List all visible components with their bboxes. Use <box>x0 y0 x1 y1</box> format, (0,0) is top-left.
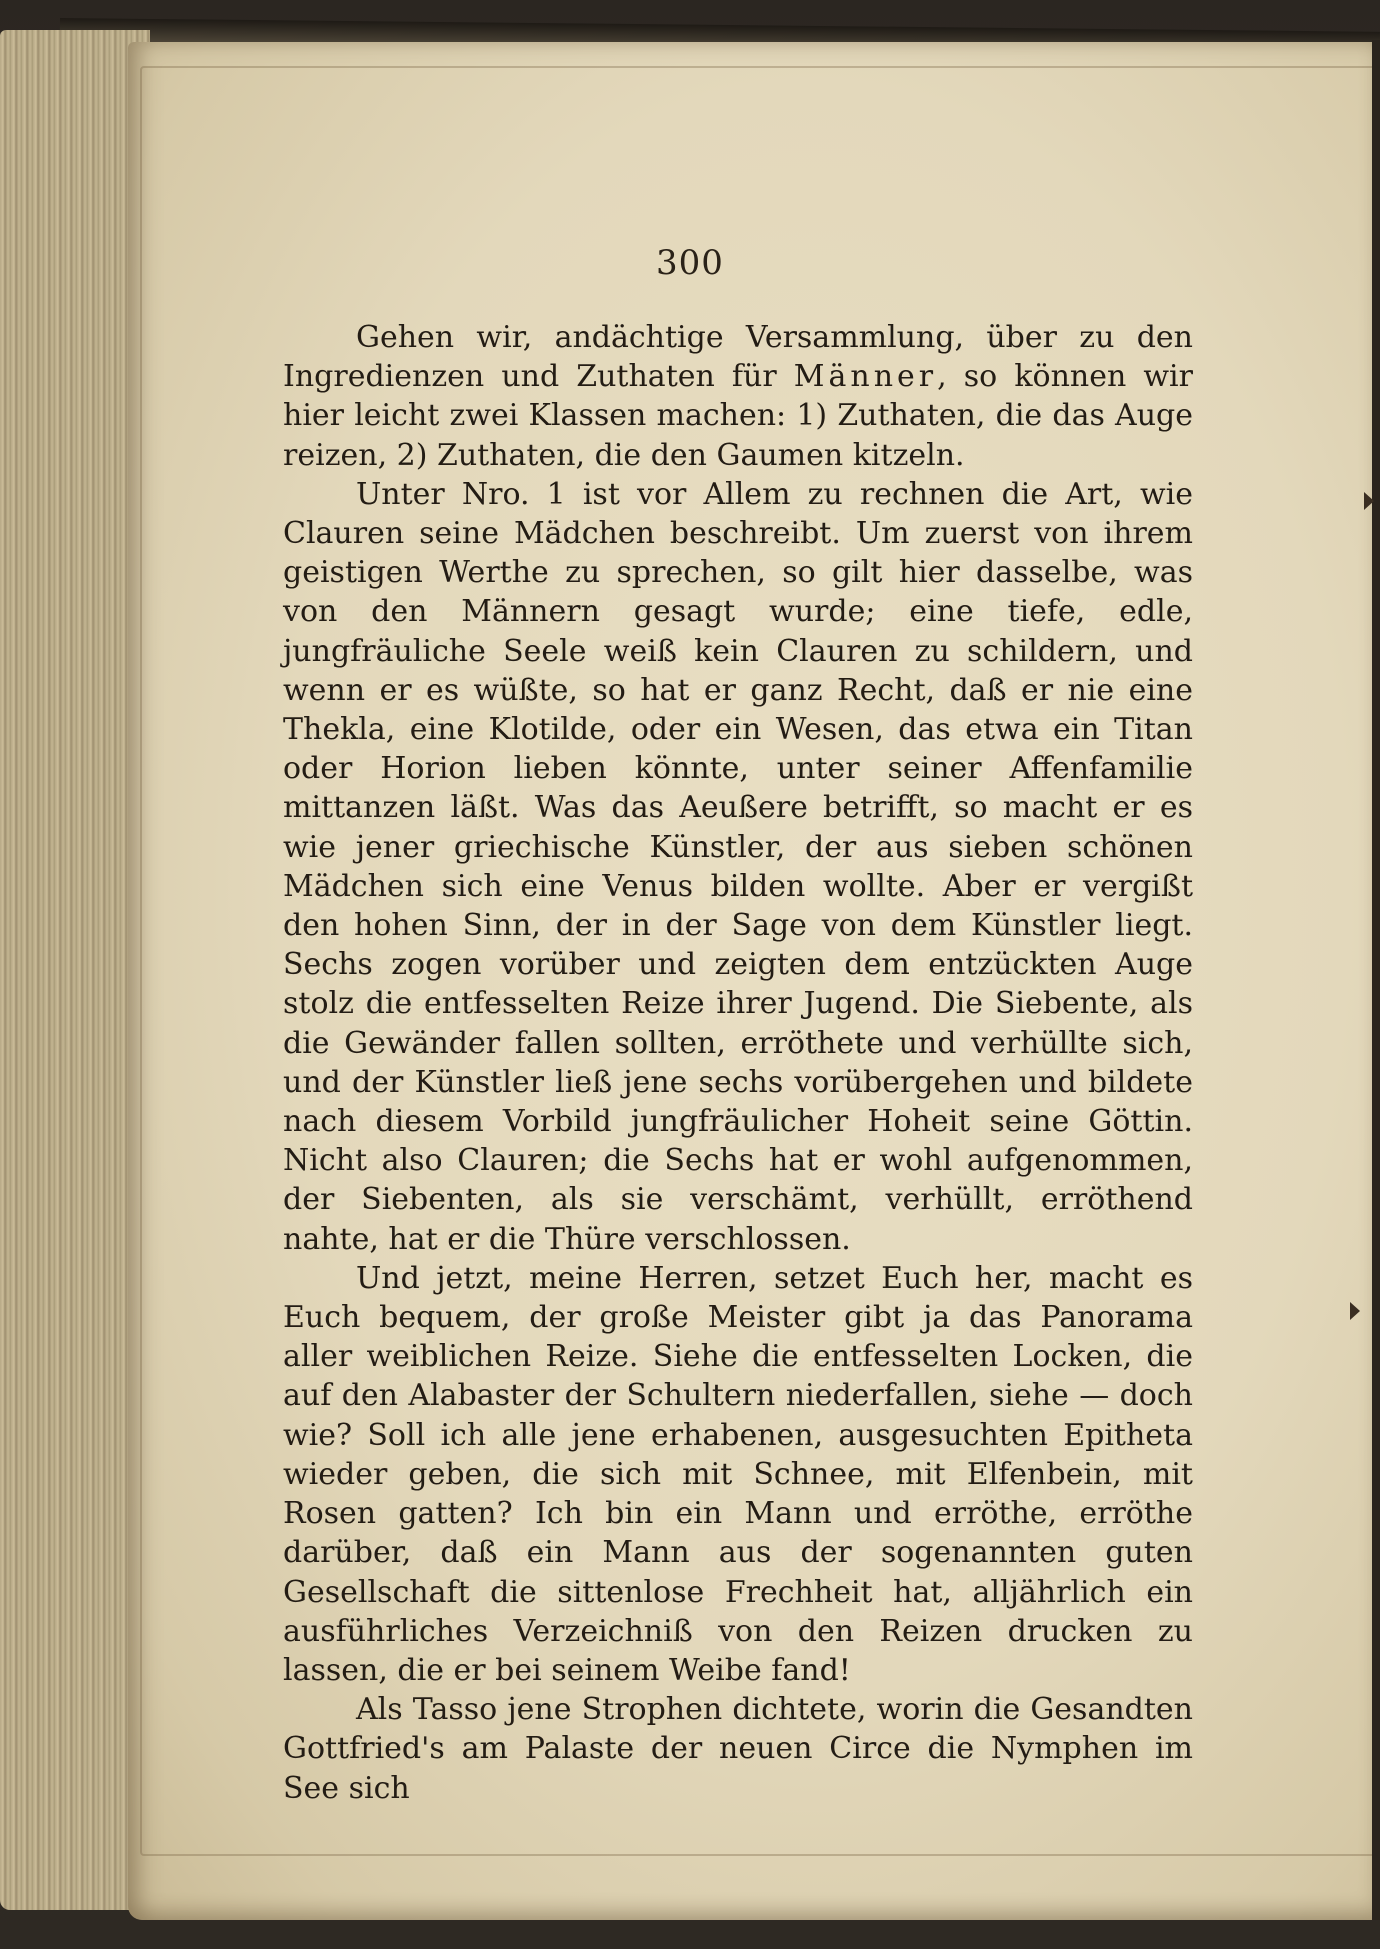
text-run: Unter Nro. 1 ist vor Allem zu rechnen die Art, wie Clauren seine Mädchen beschreibt. Um zuerst von ihrem geistigen Werthe zu sprechen, so gilt hier dasselbe, was von den Männern gesagt wurde; eine tiefe, edle, jungfräuliche Seele weiß kein Clauren zu schildern, und wenn er es wüßte, so hat er ganz Recht, daß er nie eine Thekla, eine Klotilde, oder ein Wesen, das etwa ein Titan oder Horion lieben könnte, unter seiner Affenfamilie mittanzen läßt. Was das Aeußere betrifft, so macht er es wie jener griechische Künstler, der aus sieben schönen Mädchen sich eine Venus bilden wollte. Aber er vergißt den hohen Sinn, der in der Sage von dem Künstler liegt. Sechs zogen vorüber und zeigten dem entzückten Auge stolz die entfesselten Reize ihrer Jugend. Die Siebente, als die Gewänder fallen sollten, erröthete und verhüllte sich, und der Künstler ließ jene sechs vorübergehen und bildete nach diesem Vorbild jungfräulicher Hoheit seine Göttin. Nicht also Clauren; die Sechs hat er wohl aufgenommen, der Siebenten, als sie verschämt, verhüllt, erröthend nahte, hat er die Thüre verschlossen. <box>283 476 1193 1257</box>
text-run: Gehen wir, andächtige Versammlung, über zu den Ingredienzen und Zuthaten für <box>283 320 1193 395</box>
text-run: Und jetzt, meine Herren, setzet Euch her, macht es Euch bequem, der große Meister gibt ja das Panorama aller weiblichen Reize. Siehe die entfesselten Locken, die auf den Alabaster der Schultern niederfallen, siehe — doch wie? Soll ich alle jene erhabenen, ausgesuchten Epitheta wieder geben, die sich mit Schnee, mit Elfenbein, mit Rosen gatten? Ich bin ein Mann und erröthe, erröthe darüber, daß ein Mann aus der sogenannten guten Gesellschaft die sittenlose Frechheit hat, alljährlich ein ausführliches Verzeichniß von den Reizen drucken zu lassen, die er bei seinem Weibe fand! <box>283 1260 1193 1688</box>
text-run: Als Tasso jene Strophen dichtete, worin die Gesandten Gottfried's am Palaste der neuen Circe die Nymphen im See sich <box>283 1692 1193 1806</box>
page-number: 300 <box>656 243 724 283</box>
paragraph <box>283 1259 1193 1690</box>
text-run: , so können wir hier leicht zwei Klassen machen: 1) Zuthaten, die das Auge reizen, 2) Zuthaten, die den Gaumen kitzeln. <box>283 359 1193 473</box>
paragraph <box>283 475 1193 1259</box>
paragraph <box>283 318 1193 475</box>
body-text <box>283 318 1193 1808</box>
book-right-edge <box>1372 40 1380 1920</box>
margin-mark <box>1350 1302 1360 1320</box>
margin-mark <box>1364 492 1374 510</box>
emphasized-word: Männer <box>793 359 938 395</box>
paragraph <box>283 1690 1193 1808</box>
